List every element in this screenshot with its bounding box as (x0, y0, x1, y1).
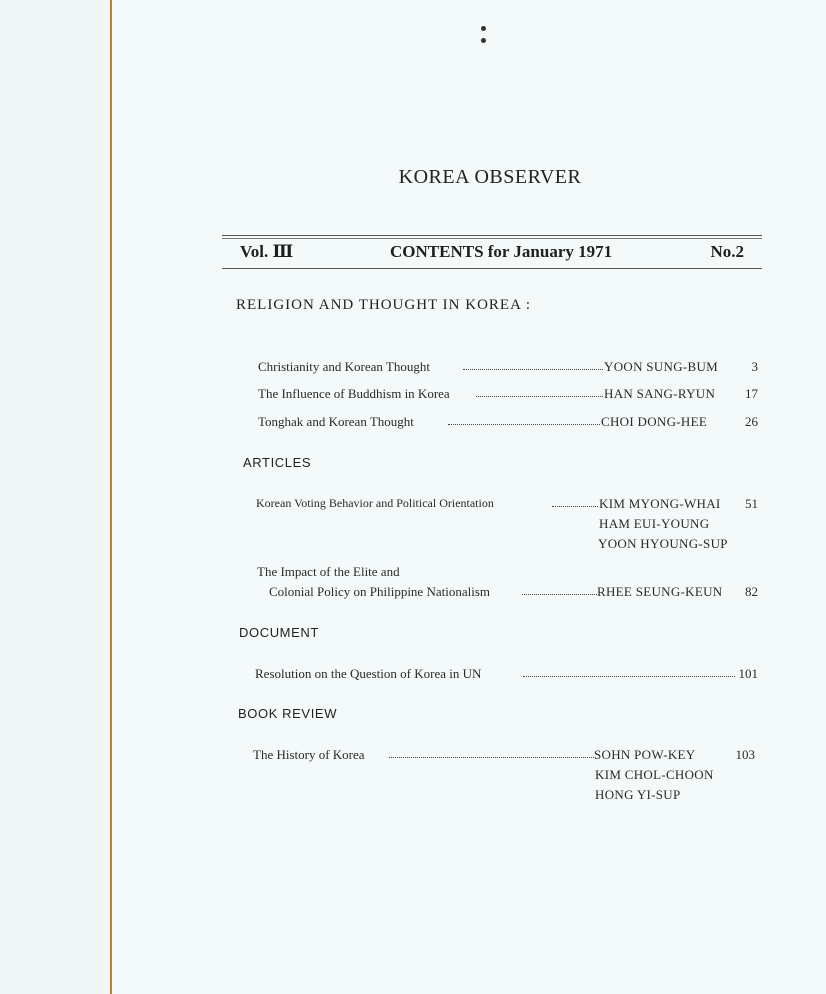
entry-page: 3 (751, 359, 758, 374)
contents-header (222, 240, 762, 266)
entry-page: 103 (735, 747, 755, 762)
header-rule-top-inner (222, 238, 762, 239)
entry-title: The Influence of Buddhism in Korea (258, 386, 450, 401)
entry-author: SOHN POW-KEY (594, 747, 696, 762)
entry-author: HAM EUI-YOUNG (599, 516, 710, 531)
dot-leader (523, 676, 735, 677)
dot-leader (522, 594, 597, 595)
entry-author: HONG YI-SUP (595, 787, 681, 802)
toc-entry (255, 666, 767, 684)
entry-author: CHOI DONG-HEE (601, 414, 708, 429)
issue-number: No.2 (710, 242, 744, 261)
entry-author: KIM CHOL-CHOON (595, 767, 714, 782)
dot-leader (448, 424, 600, 425)
entry-author: YOON SUNG-BUM (604, 359, 719, 374)
entry-title: Christianity and Korean Thought (258, 359, 430, 374)
header-rule-bottom (222, 268, 762, 269)
journal-title: KOREA OBSERVER (398, 166, 582, 188)
entry-title: Korean Voting Behavior and Political Orientation (256, 496, 494, 510)
left-page-margin (0, 0, 110, 994)
toc-entry (258, 359, 768, 377)
section-religion: RELIGION AND THOUGHT IN KOREA : (236, 297, 532, 313)
entry-title: Tonghak and Korean Thought (258, 414, 414, 429)
entry-author: HAN SANG-RYUN (604, 386, 716, 401)
section-book-review: BOOK REVIEW (238, 706, 338, 721)
entry-author: YOON HYOUNG-SUP (598, 536, 728, 551)
entry-page: 17 (745, 386, 758, 401)
entry-page: 82 (745, 584, 758, 599)
entry-title: The History of Korea (253, 747, 365, 762)
dot-leader (552, 506, 598, 507)
toc-entry (256, 496, 768, 556)
page-fold-edge (110, 0, 112, 994)
dot-leader (463, 369, 603, 370)
toc-entry (253, 747, 765, 807)
entry-page: 101 (738, 666, 758, 681)
entry-title-line1: The Impact of the Elite and (257, 564, 400, 579)
entry-author: RHEE SEUNG-KEUN (597, 584, 723, 599)
entry-title: Resolution on the Question of Korea in UN (255, 666, 482, 681)
entry-author: KIM MYONG-WHAI (599, 496, 721, 511)
dot-leader (389, 757, 594, 758)
toc-entry (258, 386, 768, 404)
entry-page: 26 (745, 414, 758, 429)
volume-label: Vol. Ⅲ (240, 242, 294, 261)
entry-title-line2: Colonial Policy on Philippine Nationalism (269, 584, 490, 599)
toc-entry (256, 564, 768, 604)
dot-leader (476, 396, 603, 397)
entry-page: 51 (745, 496, 758, 511)
toc-entry (258, 414, 768, 432)
section-articles: ARTICLES (243, 455, 312, 470)
colon-ornament-icon (480, 26, 488, 46)
contents-date: CONTENTS for January 1971 (390, 242, 613, 261)
header-rule-top (222, 235, 762, 236)
section-document: DOCUMENT (239, 625, 319, 640)
